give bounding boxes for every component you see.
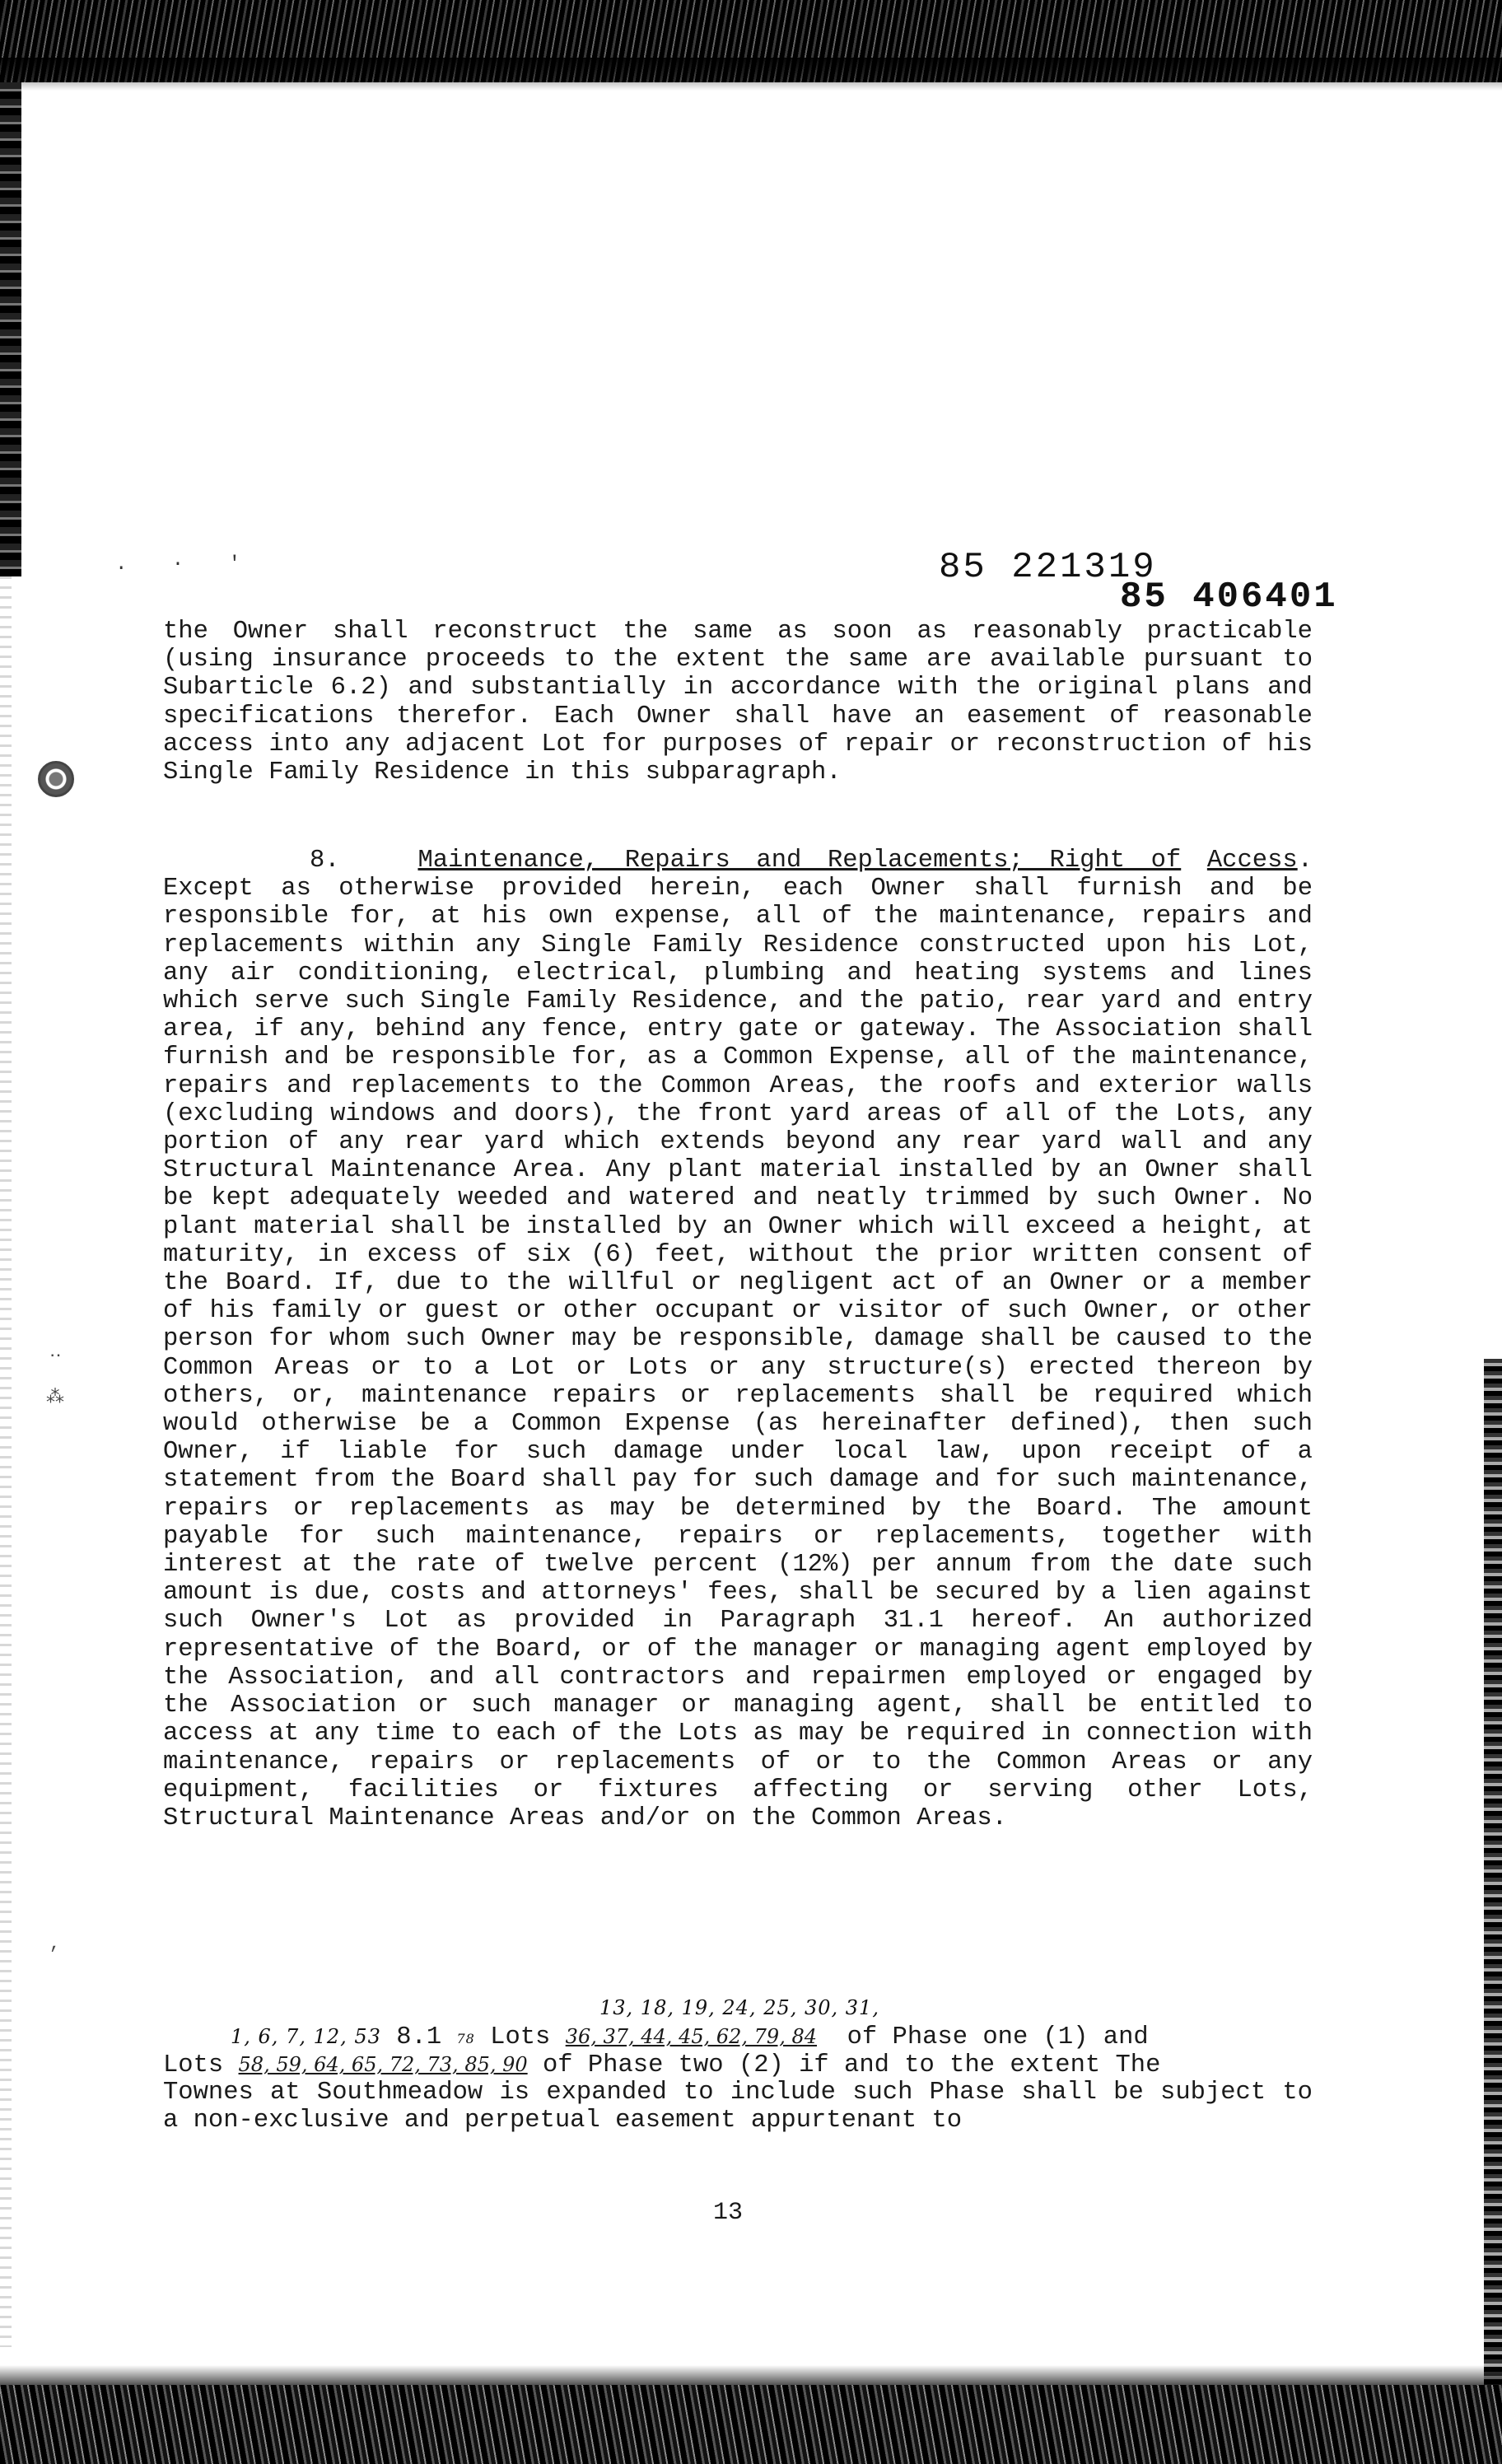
handwritten-lots-phase-two: 58, 59, 64, 65, 72, 73, 85, 90 — [238, 2053, 528, 2076]
section-8-number: 8. — [310, 847, 340, 875]
scan-border-top-shadow — [0, 58, 1502, 91]
handwritten-lot-prefix: 1, 6, 7, 12, 53 — [231, 2025, 381, 2048]
seal-icon — [38, 761, 74, 797]
scan-border-right — [1484, 1359, 1502, 2429]
section-8-1-line-2-end: of Phase two (2) if and to the extent The — [542, 2051, 1161, 2079]
margin-speck-icon: ‥ — [49, 1342, 62, 1362]
scan-border-left — [0, 82, 21, 576]
paragraph-continuation: the Owner shall reconstruct the same as soon as reasonably practicable (using insurance proceeds to the extent the same are available pursuant to Subarticle 6.2) and substantially in accordance with the original plans and specifications therefor. Each Owner shall have an easement of reasonable access into any adjacent Lot for purposes of repair or reconstruction of his Single Family Residence in this subparagraph. — [163, 618, 1313, 787]
section-8-1-number: 8.1 — [396, 2023, 442, 2051]
lots-label: Lots — [490, 2023, 551, 2051]
section-8-1-line-1-end: of Phase one (1) and — [847, 2023, 1149, 2051]
scan-border-left-shadow — [0, 576, 12, 2347]
margin-dots: . · ' — [115, 553, 258, 576]
section-8 — [163, 847, 1313, 1832]
handwritten-lot-mid: 78 — [456, 2031, 475, 2046]
document-number-secondary: 85 406401 — [1120, 576, 1338, 618]
handwritten-lots-phase-one: 36, 37, 44, 45, 62, 79, 84 — [565, 2025, 817, 2048]
document-number-primary: 85 221319 — [939, 547, 1157, 588]
section-8-1-line-1 — [163, 2023, 1313, 2053]
page-number: 13 — [713, 2199, 744, 2227]
section-8-1-body: Townes at Southmeadow is expanded to include such Phase shall be subject to a non-exclusive and perpetual easement appurtenant to — [163, 2079, 1313, 2135]
section-8-heading: Maintenance, Repairs and Replacements; Right of — [417, 847, 1182, 875]
margin-speck-icon: ⁂ — [46, 1388, 64, 1408]
section-8-heading-cont: Access — [1206, 847, 1298, 875]
section-8-1-line-2 — [163, 2051, 1313, 2079]
section-8-body: . Except as otherwise provided herein, each Owner shall furnish and be responsible for, at his own expense, all of the maintenance, repairs and replacements within any Single Family Residence constructed upon his Lot, any air conditioning, electrical, plumbing and heating systems and lines which serve such Single Family Residence, and the patio, rear yard and entry area, if any, behind any fence, entry gate or gateway. The Association shall furnish and be responsible for, as a Common Expense, all of the maintenance, repairs and replacements to the Common Areas, the roofs and exterior walls (excluding windows and doors), the front yard areas of all of the Lots, any portion of any rear yard which extends beyond any rear yard wall and any Structural Maintenance Area. Any plant material installed by an Owner shall be kept adequately weeded and watered and neatly trimmed by such Owner. No plant material shall be installed by an Owner which will exceed a height, at maturity, in excess of six (6) feet, without the prior written consent of the Board. If, due to the willful or negligent act of an Owner or a member of his family or guest or other occupant or visitor of such Owner, or other person for whom such Owner may be responsible, damage shall be caused to the Common Areas or to a Lot or Lots or any structure(s) erected thereon by others, or, maintenance repairs or replacements shall be required which would otherwise be a Common Expense (as hereinafter defined), then such Owner, if liable for such damage under local law, upon receipt of a statement from the Board shall pay for such damage and for such maintenance, repairs or replacements as may be determined by the Board. The amount payable for such maintenance, repairs or replacements, together with interest at the rate of twelve percent (12%) per annum from the date such amount is due, costs and attorneys' fees, shall be secured by a lien against such Owner's Lot as provided in Paragraph 31.1 hereof. An authorized representative of the Board, or of the manager or managing agent employed by the Association, and all contractors and repairmen employed or engaged by the Association or such manager or managing agent, shall be entitled to access at any time to each of the Lots as may be required in connection with maintenance, repairs or replacements of or to the Common Areas or any equipment, facilities or fixtures affecting or serving other Lots, Structural Maintenance Areas and/or on the Common Areas. — [163, 847, 1313, 1832]
handwritten-lot-numbers-above: 13, 18, 19, 24, 25, 30, 31, — [599, 1996, 879, 2019]
margin-speck-icon: , — [49, 1934, 61, 1954]
lots-label-2: Lots — [163, 2051, 224, 2079]
scan-border-bottom — [0, 2385, 1502, 2464]
